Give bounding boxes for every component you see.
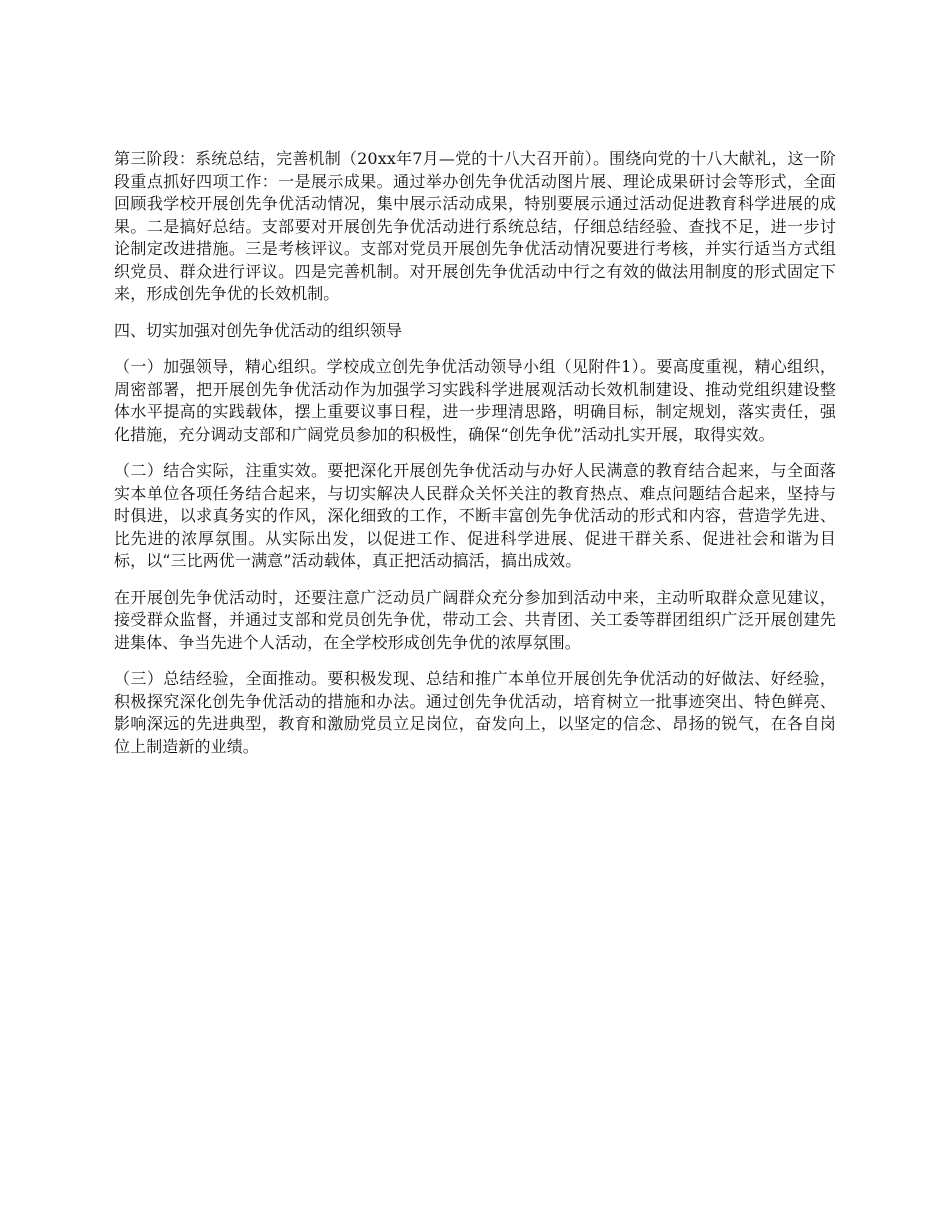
- paragraph-summarize-experience: （三）总结经验，全面推动。要积极发现、总结和推广本单位开展创先争优活动的好做法、好经验，积极探究深化创先争优活动的措施和办法。通过创先争优活动，培育树立一批事迹突出、特色鲜亮、影响深远的先进典型，教育和激励党员立足岗位，奋发向上，以坚定的信念、昂扬的锐气，在各自岗位上制造新的业绩。: [114, 669, 836, 756]
- paragraph-combine-reality: （二）结合实际，注重实效。要把深化开展创先争优活动与办好人民满意的教育结合起来，与全面落实本单位各项任务结合起来，与切实解决人民群众关怀关注的教育热点、难点问题结合起来，坚持与时俱进，以求真务实的作风，深化细致的工作，不断丰富创先争优活动的形式和内容，营造学先进、比先进的浓厚氛围。从实际出发，以促进工作、促进科学进展、促进干群关系、促进社会和谐为目标，以“三比两优一满意”活动载体，真正把活动搞活，搞出成效。: [114, 461, 836, 570]
- paragraph-mobilize-masses: 在开展创先争优活动时，还要注意广泛动员广阔群众充分参加到活动中来，主动听取群众意见建议，接受群众监督，并通过支部和党员创先争优，带动工会、共青团、关工委等群团组织广泛开展创建先进集体、争当先进个人活动，在全学校形成创先争优的浓厚氛围。: [114, 587, 836, 652]
- section-heading-leadership: 四、切实加强对创先争优活动的组织领导: [114, 320, 403, 340]
- document-page: [114, 148, 836, 772]
- paragraph-strengthen-leadership: （一）加强领导，精心组织。学校成立创先争优活动领导小组（见附件1）。要高度重视，精心组织，周密部署，把开展创先争优活动作为加强学习实践科学进展观活动长效机制建设、推动党组织建设整体水平提高的实践载体，摆上重要议事日程，进一步理清思路，明确目标，制定规划，落实责任，强化措施，充分调动支部和广阔党员参加的积极性，确保“创先争优”活动扎实开展，取得实效。: [114, 357, 836, 444]
- paragraph-stage-three: 第三阶段：系统总结，完善机制（20xx年7月—党的十八大召开前）。围绕向党的十八大献礼，这一阶段重点抓好四项工作：一是展示成果。通过举办创先争优活动图片展、理论成果研讨会等形式，全面回顾我学校开展创先争优活动情况，集中展示活动成果，特别要展示通过活动促进教育科学进展的成果。二是搞好总结。支部要对开展创先争优活动进行系统总结，仔细总结经验、查找不足，进一步讨论制定改进措施。三是考核评议。支部对党员开展创先争优活动情况要进行考核，并实行适当方式组织党员、群众进行评议。四是完善机制。对开展创先争优活动中行之有效的做法用制度的形式固定下来，形成创先争优的长效机制。: [114, 149, 836, 303]
